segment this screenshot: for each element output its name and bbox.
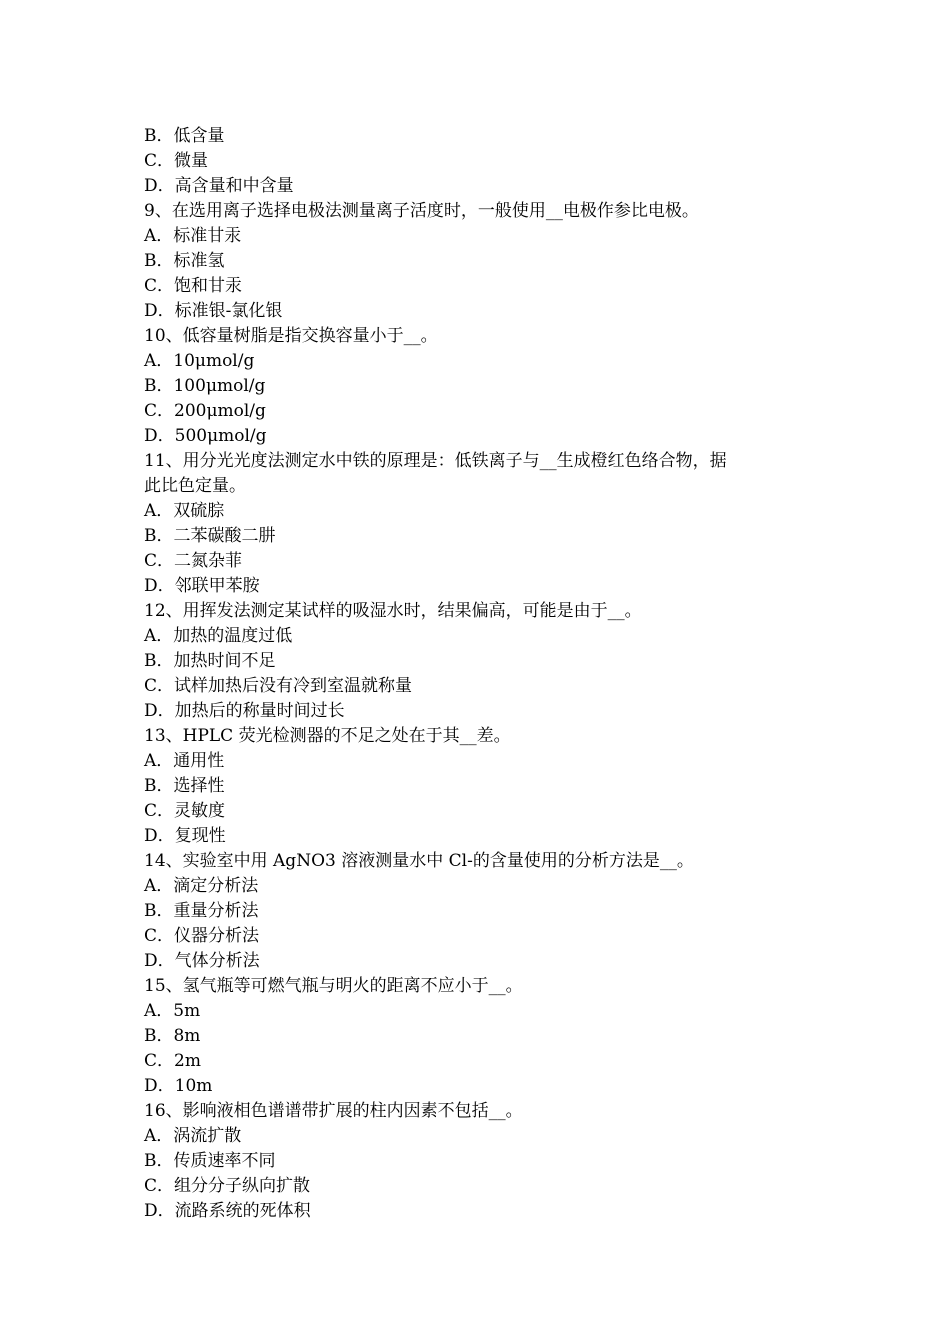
option-text: A．10μmol/g bbox=[144, 351, 255, 371]
option-text: C．二氮杂菲 bbox=[144, 551, 243, 571]
question-text: 16、影响液相色谱谱带扩展的柱内因素不包括__。 bbox=[144, 1101, 523, 1121]
option-text: D．标准银-氯化银 bbox=[144, 301, 283, 321]
option-text: A．5m bbox=[144, 1001, 201, 1021]
option-text: D．500μmol/g bbox=[144, 426, 267, 446]
option-text: D．加热后的称量时间过长 bbox=[144, 701, 345, 721]
option-text: B．8m bbox=[144, 1026, 201, 1046]
option-text: A．通用性 bbox=[144, 751, 225, 771]
option-text: A．涡流扩散 bbox=[144, 1126, 242, 1146]
option-text: A．滴定分析法 bbox=[144, 876, 259, 896]
option-text: B．传质速率不同 bbox=[144, 1151, 276, 1171]
question-text: 15、氢气瓶等可燃气瓶与明火的距离不应小于__。 bbox=[144, 976, 523, 996]
option-text: D．邻联甲苯胺 bbox=[144, 576, 260, 596]
question-text: 13、HPLC 荧光检测器的不足之处在于其__差。 bbox=[144, 726, 511, 746]
option-text: C．微量 bbox=[144, 151, 209, 171]
option-text: C．试样加热后没有冷到室温就称量 bbox=[144, 676, 413, 696]
option-text: C．组分分子纵向扩散 bbox=[144, 1176, 311, 1196]
option-text: C．仪器分析法 bbox=[144, 926, 260, 946]
option-text: C．饱和甘汞 bbox=[144, 276, 243, 296]
option-text: C．2m bbox=[144, 1051, 201, 1071]
question-text: 10、低容量树脂是指交换容量小于__。 bbox=[144, 326, 438, 346]
question-text: 9、在选用离子选择电极法测量离子活度时，一般使用__电极作参比电极。 bbox=[144, 201, 699, 221]
option-text: D．复现性 bbox=[144, 826, 226, 846]
option-text: D．气体分析法 bbox=[144, 951, 260, 971]
option-text: B．低含量 bbox=[144, 126, 225, 146]
option-text: A．双硫腙 bbox=[144, 501, 225, 521]
option-text: D．高含量和中含量 bbox=[144, 176, 294, 196]
option-text: B．选择性 bbox=[144, 776, 225, 796]
question-text: 14、实验室中用 AgNO3 溶液测量水中 Cl-的含量使用的分析方法是__。 bbox=[144, 851, 694, 871]
question-list bbox=[144, 124, 814, 1224]
question-text-continued: 此比色定量。 bbox=[144, 476, 246, 496]
option-text: D．10m bbox=[144, 1076, 213, 1096]
option-text: B．二苯碳酸二肼 bbox=[144, 526, 276, 546]
option-text: C．灵敏度 bbox=[144, 801, 226, 821]
option-text: B．标准氢 bbox=[144, 251, 225, 271]
option-text: B．100μmol/g bbox=[144, 376, 266, 396]
question-text: 11、用分光光度法测定水中铁的原理是：低铁离子与__生成橙红色络合物，据 bbox=[144, 451, 727, 471]
option-text: C．200μmol/g bbox=[144, 401, 266, 421]
option-text: A．加热的温度过低 bbox=[144, 626, 293, 646]
question-text: 12、用挥发法测定某试样的吸湿水时，结果偏高，可能是由于__。 bbox=[144, 601, 642, 621]
option-text: B．加热时间不足 bbox=[144, 651, 276, 671]
option-text: A．标准甘汞 bbox=[144, 226, 242, 246]
option-text: D．流路系统的死体积 bbox=[144, 1201, 311, 1221]
option-text: B．重量分析法 bbox=[144, 901, 259, 921]
